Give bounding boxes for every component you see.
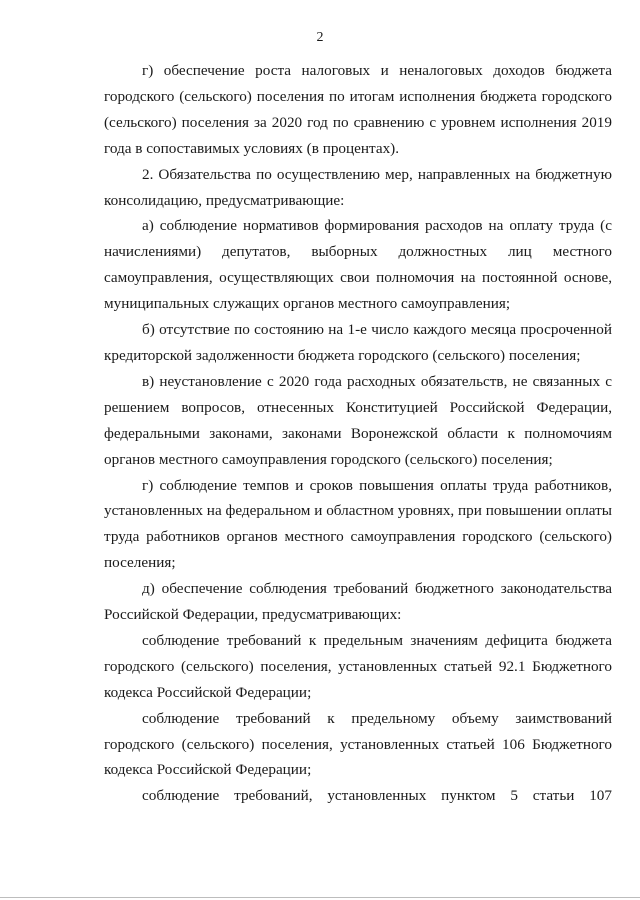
paragraph-wage-increase-schedule: г) соблюдение темпов и сроков повышения оплаты труда работников, установленных на федеральном и областном уровнях, при повышении оплаты труда работников органов местного самоуправления городского (сельского) поселения; [104, 476, 612, 572]
paragraph-consolidation-obligations: 2. Обязательства по осуществлению мер, направленных на бюджетную консолидацию, предусматривающие: [104, 165, 612, 209]
page-bottom-rule [0, 897, 640, 898]
page-number: 2 [316, 30, 324, 45]
paragraph-wage-standards: а) соблюдение нормативов формирования расходов на оплату труда (с начислениями) депутатов, выборных должностных лиц местного самоуправления, осуществляющих свои полномочия на постоянной основе, муниципальных служащих органов местного самоуправления; [104, 217, 612, 313]
paragraph-article-107: соблюдение требований, установленных пунктом 5 статьи 107 [142, 787, 612, 805]
paragraph-deficit-limits: соблюдение требований к предельным значениям дефицита бюджета городского (сельского) поселения, установленных статьей 92.1 Бюджетного кодекса Российской Федерации; [104, 631, 612, 701]
paragraph-budget-law-compliance: д) обеспечение соблюдения требований бюджетного законодательства Российской Федерации, предусматривающих: [104, 580, 612, 624]
paragraph-no-overdue-debt: б) отсутствие по состоянию на 1-е число каждого месяца просроченной кредиторской задолженности бюджета городского (сельского) поселения; [104, 321, 612, 364]
paragraph-borrowing-limits: соблюдение требований к предельному объему заимствований городского (сельского) поселения, установленных статьей 106 Бюджетного кодекса Российской Федерации; [104, 709, 612, 779]
paragraph-revenue-growth: г) обеспечение роста налоговых и неналоговых доходов бюджета городского (сельского) поселения по итогам исполнения бюджета городского (сельского) поселения за 2020 год по сравнению с уровнем исполнения 2019 года в сопоставимых условиях (в процентах). [104, 62, 612, 157]
document-body [104, 58, 612, 809]
paragraph-no-new-obligations: в) неустановление с 2020 года расходных обязательств, не связанных с решением вопросов, отнесенных Конституцией Российской Федерации, федеральными законами, законами Воронежской области к полномочиям органов местного самоуправления городского (сельского) поселения; [104, 372, 612, 468]
